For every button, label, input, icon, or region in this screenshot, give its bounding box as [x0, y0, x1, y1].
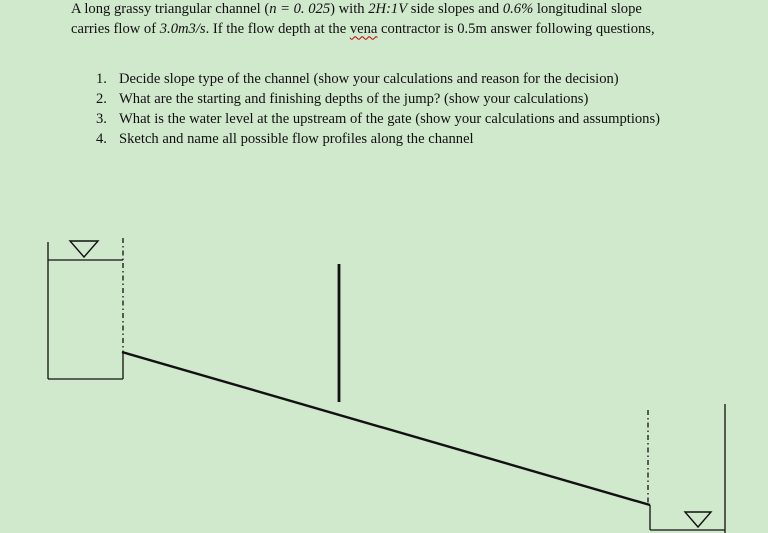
question-text: What is the water level at the upstream of the gate (show your calculations and assumptions) [119, 111, 661, 127]
water-surface-triangle-downstream-icon [685, 512, 711, 527]
question-number: 3. [96, 111, 107, 127]
question-text: What are the starting and finishing depths of the jump? (show your calculations) [119, 91, 589, 107]
water-surface-triangle-upstream-icon [70, 241, 98, 257]
intro-text-5: . If the flow depth at the [205, 20, 350, 37]
question-number: 2. [96, 91, 107, 107]
question-text: Decide slope type of the channel (show your calculations and reason for the decision) [119, 71, 619, 87]
intro-text-6: contractor is 0.5m answer following questions, [377, 20, 655, 37]
channel-bed [122, 352, 650, 505]
question-number: 4. [96, 131, 107, 147]
downstream-reservoir [648, 404, 725, 533]
intro-text-1: A long grassy triangular channel ( [71, 1, 270, 17]
question-text: Sketch and name all possible flow profiles along the channel [119, 131, 474, 147]
longitudinal-slope: 0.6% [502, 1, 534, 17]
intro-text-4: longitudinal slope carries flow of [71, 1, 642, 37]
flow-rate: 3.0m3/s [159, 20, 206, 37]
manning-n: n = 0. 025 [269, 1, 331, 17]
vena-word: vena [349, 20, 378, 37]
intro-text-2: ) with [330, 1, 369, 17]
intro-text-3: side slopes and [407, 1, 503, 17]
side-slope: 2H:1V [368, 1, 408, 17]
question-number: 1. [96, 71, 107, 87]
upstream-reservoir [48, 238, 123, 379]
